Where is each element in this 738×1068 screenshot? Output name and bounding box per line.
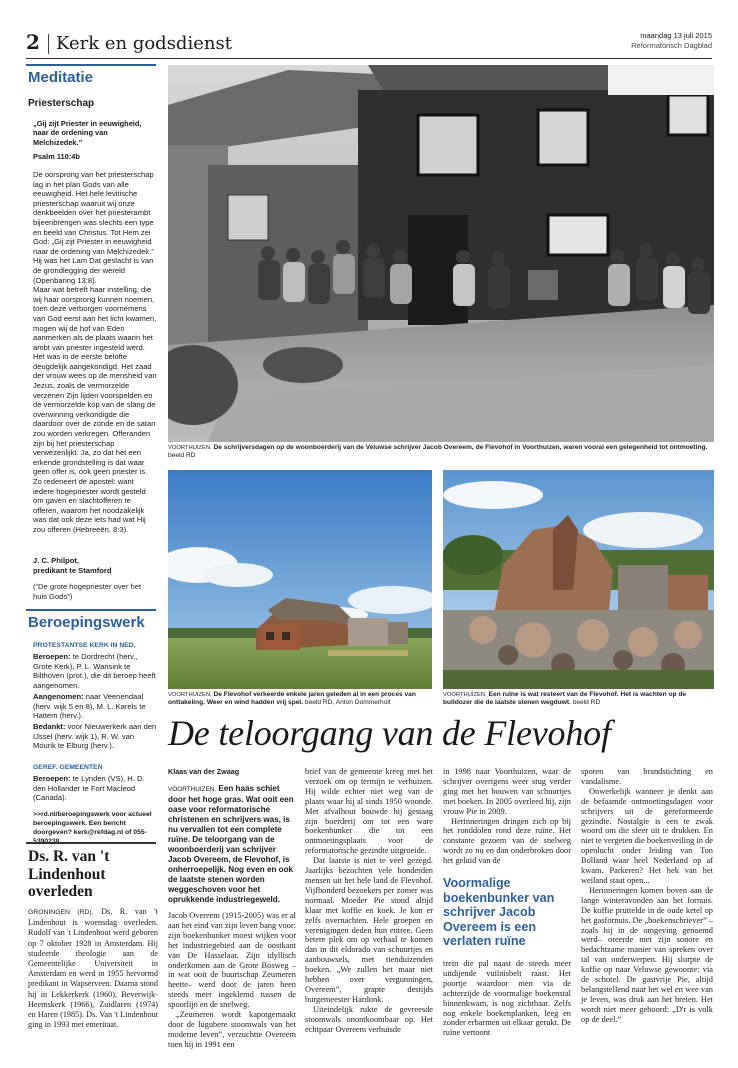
article-paragraph: Jacob Overeem (1915-2005) was er al aan het eind van zijn leven bang voor: zijn boekenbunker moest wijken voor het industriegebied aan de oostkant van De Hasselaar. Zijn idyllisch onderkomen aan de Grote Bosweg –in wat ooit de buurtschap Zeumeren heette– werd door de jaren heen steeds meer ingeklemd tussen de spoorlijn en de snelweg. xyxy=(168,911,296,1010)
label-beroepen-geref: Beroepen: xyxy=(33,774,71,783)
text-aangenomen: naar Veenendaal (herv. wijk 5 en 8), M. L. Karels te Hattem (herv.). xyxy=(33,692,146,721)
right-photo-image xyxy=(443,470,714,689)
bedankt-protestant xyxy=(33,722,157,751)
left-caption-credit: beeld RD, Anton Dommerholt xyxy=(304,699,391,707)
page-date: maandag 13 juli 2015 xyxy=(640,31,712,40)
text-beroepen-geref: te Lynden (VS), H. D. den Hollander te Fort Macleod (Canada). xyxy=(33,774,145,803)
meditatie-author: J. C. Philpot, xyxy=(33,556,79,565)
group-protestantse-kerk: PROTESTANTSE KERK IN NED. xyxy=(33,642,136,649)
meditatie-quote: „Gij zijt Priester in eeuwigheid, naar de ordening van Melchizedek.” xyxy=(33,119,142,147)
obituary-rule xyxy=(26,842,156,844)
meditatie-heading: Meditatie xyxy=(28,69,94,86)
article-column-2 xyxy=(305,767,433,1034)
beroepen-geref xyxy=(33,774,157,803)
left-photo-caption xyxy=(168,691,432,708)
article-paragraph: Uiteindelijk rukte de gevreesde stoomwals onontkoombaar op. Het echtpaar Overeem verhuisde xyxy=(305,1004,433,1034)
article-column-1 xyxy=(168,767,296,1050)
meditatie-author-role: predikant te Stamford xyxy=(33,566,112,575)
text-beroepen: te Dordrecht (herv., Grote Kerk), P. L. Wansink te Bilthoven (prot.), die dit beroep heeft aangenomen. xyxy=(33,652,156,690)
left-caption-text: De Flevohof verkeerde enkele jaren geleden al in een proces van onttakeling. Weer en wind hadden vrij spel. xyxy=(168,691,416,707)
beroepen-protestant xyxy=(33,652,157,690)
article-subhead: Voormalige boekenbunker van schrijver Jacob Overeem is een verlaten ruïne xyxy=(443,876,555,949)
masthead-divider xyxy=(48,34,49,54)
meditatie-source: (“De grote hogepriester over het huis Gods”) xyxy=(33,582,142,601)
paper-name: Reformatorisch Dagblad xyxy=(631,41,712,50)
article-paragraph: Herinneringen komen boven aan de lange winteravonden aan het fornuis. De koffie pruttelde in de oude ketel op het gasfornuis. De „boekenschriever” –zoals hij in de omgeving genoemd werd– oreerde met zijn sonore en bedachtzame manier van spreken over tal van onderwerpen. Hij slurpte de koffie op naar Veluwse gewoonte: via de schotel. De gastvrije Pie, altijd belangstellend naar het wel en wee van je leven, was druk aan het breien. Het wordt niet meer gehoord: „D'r is volk op de deel.” xyxy=(581,885,713,1024)
right-photo xyxy=(443,470,714,689)
article-column-4 xyxy=(581,767,713,1025)
article-paragraph: brief van de gemeente kreeg met het verzoek om op termijn te verhuizen. Hij wilde echter niet weg van de plaats waar hij al sinds 1950 woonde. Met afvalhout bouwde hij gestaag zijn boerderij om tot een ware boekenbunker die tot een ontmoetingsplaats voor de reformatorische gezindte uitgroeide. xyxy=(305,767,433,856)
page-number: 2 xyxy=(26,30,40,54)
meditatie-quote-ref: Psalm 110:4b xyxy=(33,152,80,161)
article-column-3 xyxy=(443,767,571,1038)
obituary-dateline: GRONINGEN (RD). xyxy=(28,909,94,916)
aangenomen-protestant xyxy=(33,692,157,721)
article-paragraph: sporen van brandstichting en vandalisme. xyxy=(581,767,713,786)
article-lead xyxy=(168,784,296,905)
obituary-headline: Ds. R. van 't Lindenhout overleden xyxy=(28,848,110,900)
group-geref-gemeenten: GEREF. GEMEENTEN xyxy=(33,764,103,771)
right-photo-caption xyxy=(443,691,714,708)
article-paragraph: trein die pal naast de steeds meer uitdijende vuilnisbelt raast. Het poortje waardoor men via de achterzijde de voormalige boekenstal binnenkwam, is nog zichtbaar. Zelfs nog enkele boekenplanken, leeg en zonder erbarmen uit elkaar gerukt. De ruïne vertoont xyxy=(443,959,571,1038)
beroepingswerk-heading: Beroepingswerk xyxy=(28,614,145,631)
article-paragraph: Herinneringen dringen zich op bij het ronddolen rond deze ruïne. Het constante gezoem van de snelweg wordt zo nu en dan onderbroken door het geluid van de xyxy=(443,816,571,866)
main-photo xyxy=(168,65,714,442)
label-aangenomen: Aangenomen: xyxy=(33,692,84,701)
meditatie-rule xyxy=(26,64,156,66)
text-bedankt: voor Nieuwerkerk aan den IJssel (herv. wijk 1), R. W. van Mourik te Elburg (herv.). xyxy=(33,722,157,751)
beroepingswerk-link-note[interactable]: >>rd.nl/beroepingswerk voor actueel beroepingswerk. Een bericht doorgeven? kerk@refdag.nl of 055- xyxy=(33,811,152,836)
article-paragraph: Dat laatste is niet te veel gezegd. Jaarlijks bezochten vele honderden mensen uit het hele land de Flevohof. Vijfhonderd bezoekers per zomer was normaal. Moeder Pie stond altijd klaar met koffie en koek. Je kon er zelfs overnachten. Hele groepen en verenigingen deden hun entree. Geen betere plek om op verhaal te komen dan in dit eldorado van schuurtjes en aanbouwsels, met tienduizenden boeken. „We zullen het maar niet hebben over vergunningen, Overeem”, grapte destijds burgemeester Hardonk. xyxy=(305,856,433,1004)
obituary-body xyxy=(28,907,158,1030)
label-beroepen: Beroepen: xyxy=(33,652,71,661)
article-paragraph: Onwerkelijk wanneer je denkt aan de befaamde ontmoetingsdagen voor schrijvers uit de gereformeerde gezindte. Nostalgie is een te zwak woord om die sfeer uit te drukken. En niet te vergeten die boekenveiling in de openlucht onder leiding van Ton Bolland waar heel Nederland op af kwam. Parkeren? Het hek van het weiland staat open... xyxy=(581,786,713,885)
obituary-text: Ds. R. van 't Lindenhout is woensdag overleden. Rudolf van 't Lindenhout werd geboren op 7 oktober 1928 in Amsterdam. Hij studeerde theologie aan de Gemeentelijke Universiteit in Amsterdam en werd in 1955 hervormd predikant in Wapserveen. Daarna stond hij in Lekkerkerk (1960), Beverwijk-Heemskerk (1966), Zuidlaren (1974) en Haren (1985). Ds. Van 't Lindenhout ging in 1993 met emeritaat. xyxy=(28,907,158,1030)
meditatie-title: Priesterschap xyxy=(28,98,95,109)
beroepingswerk-rule xyxy=(26,609,156,611)
main-caption-credit: beeld RD xyxy=(168,452,196,460)
article-paragraph: in 1998 naar Voorthuizen, waar de schrijver overigens weer stug verder ging met het bouwen van schuurtjes met boeken. In 2005 overleed hij, zijn vrouw Pie in 2009. xyxy=(443,767,571,816)
label-bedankt: Bedankt: xyxy=(33,722,66,731)
article-lead-place: VOORTHUIZEN. xyxy=(168,786,217,793)
main-photo-caption xyxy=(168,444,714,461)
left-photo-image xyxy=(168,470,432,689)
main-photo-image xyxy=(168,65,714,442)
meditatie-body: De oorsprong van het priesterschap lag in het plan Gods van alle eeuwigheid. Het hele levitische priesterschap waaruit wij onze denkbeelden over het priesterambt bijeenbrengen was slechts een type en beeld van Christus. Tot Hem zei God: „Gij zijt Priester in eeuwigheid naar de ordening van Melchizedek.” Hij was het Lam Dat geslacht is van de grondlegging der wereld (Openbaring 13:8). Maar wat betreft haar instelling, die wij haar oorsprong kunnen noemen, toen deze verborgen voornemens van God eerst aan het licht kwamen, mogen wij de hof van Eden aanmerken als de plaats waarin het ambt van priester ingesteld werd. Het was in de eerste belofte deugdelijk aangekondigd. Het zaad der vrouw wees op de mensheid van Jezus, zoals de vermorzelde verzenen Zijn lijden voorspelden en de vermorzelde kop van de slang de overwinning verkondigde die daardoor over de zonde en de satan zou worden verkregen. Offeranden zijn bij het priesterschap verwezenlijkt. Ja, zo dat het een erkende grondstelling is dat waar geen offer is, ook geen priester is. Zo redeneert de apostel: want iedere hogepriester wordt gesteld om gaven en slachtofferen te offeren, waarom het noodzakelijk was dat ook deze iets had wat Hij zou offeren (Hebreeën, 8:3). xyxy=(33,170,157,534)
article-byline: Klaas van der Zwaag xyxy=(168,767,240,776)
right-caption-text: Een ruïne is wat resteert van de Flevohof. Het is wachten op de bulldozer die de laatste stenen wegduwt. xyxy=(443,691,687,707)
main-caption-text: De schrijversdagen op de woonboerderij van de Veluwse schrijver Jacob Overeem, de Flevohof in Voorthuizen, waren vooral een gelegenheid tot ontmoeting. xyxy=(213,444,708,451)
main-caption-place: VOORTHUIZEN. xyxy=(168,445,212,451)
left-photo xyxy=(168,470,432,689)
left-caption-place: VOORTHUIZEN. xyxy=(168,692,212,698)
right-caption-place: VOORTHUIZEN. xyxy=(443,692,487,698)
article-headline: De teloorgang van de Flevohof xyxy=(168,713,611,753)
section-title: Kerk en godsdienst xyxy=(56,33,232,54)
right-caption-credit: beeld RD xyxy=(572,699,601,707)
masthead-rule xyxy=(26,58,712,59)
article-paragraph: „Zeumeren wordt kapotgemaakt door de luguberе stoomwals van het moderne leven”, verzuchtte Overeem toen hij in 1991 een xyxy=(168,1010,296,1049)
article-lead-text: Een haas schiet door het hoge gras. Wat ooit een oase voor reformatorische christenen en schrijvers was, is nu vervallen tot een complete ruïne. De teloorgang van de woonboerderij van schrijver Jacob Overeem, de Flevohof, is onherroepelijk. Nog even en ook de laatste stenen worden weggeschoven voor het oprukkende industriegeweld. xyxy=(168,784,294,904)
article-col1-text xyxy=(168,911,296,1050)
